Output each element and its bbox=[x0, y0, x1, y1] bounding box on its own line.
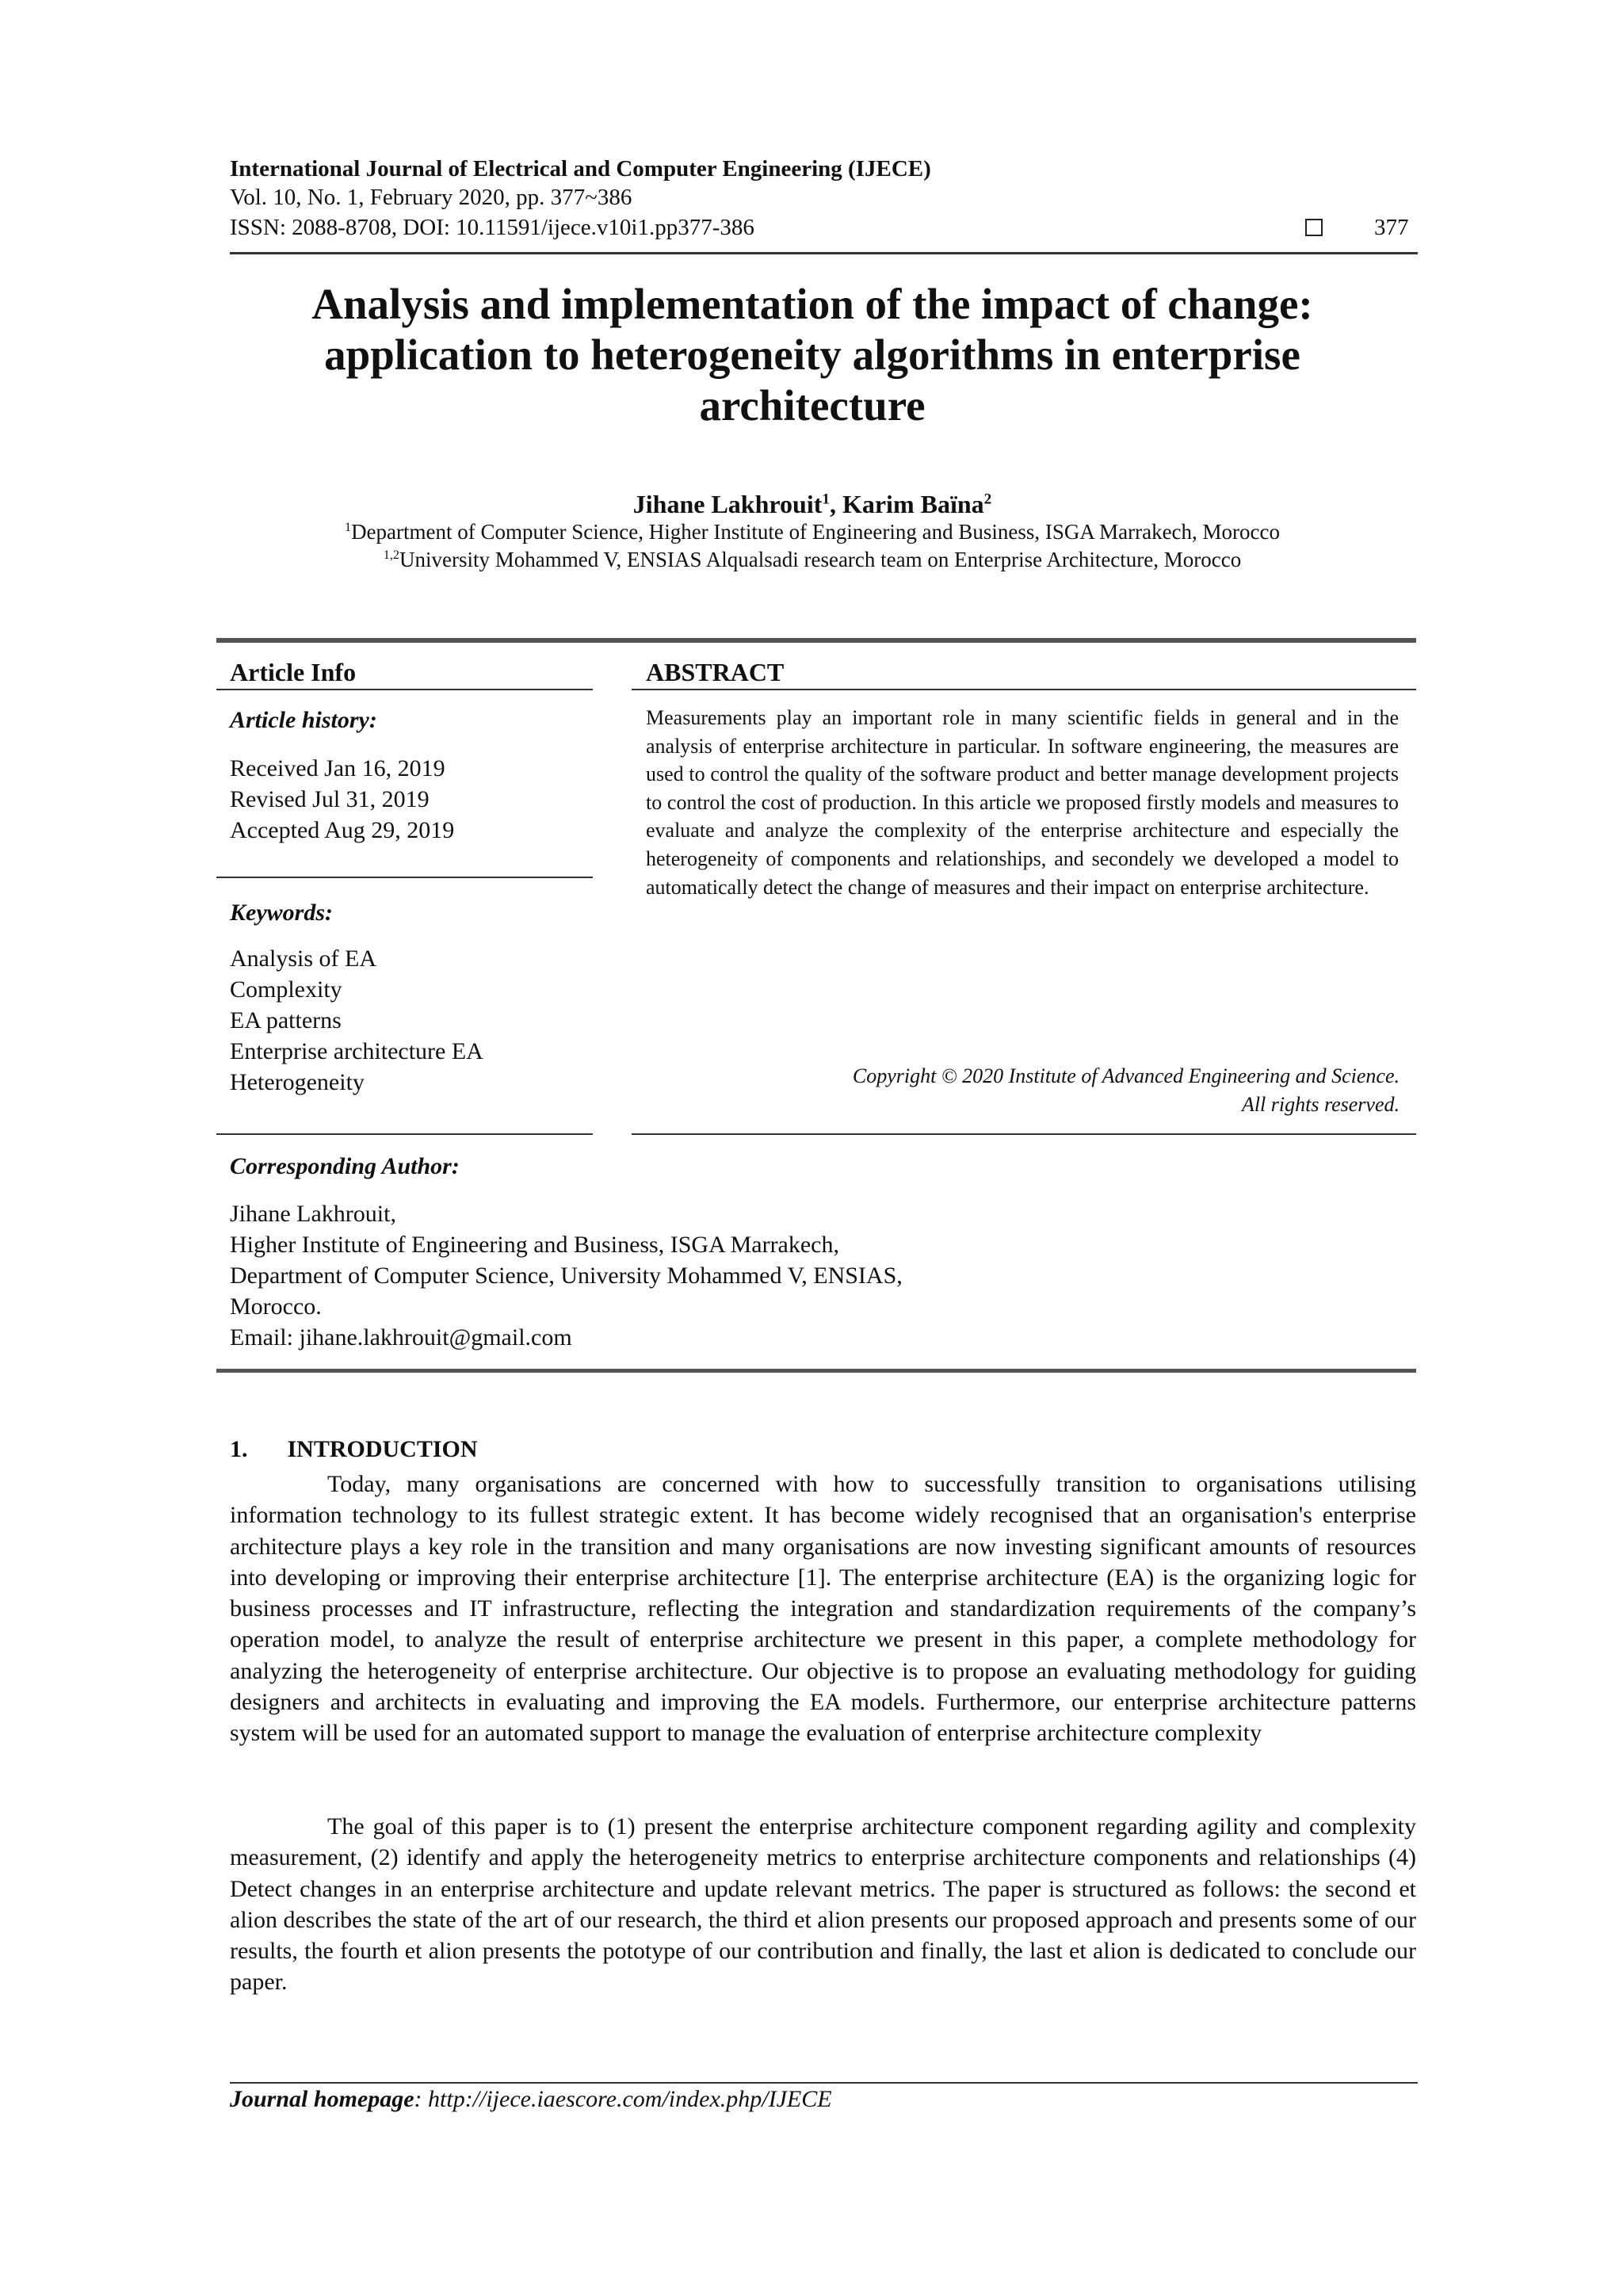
authors bbox=[206, 490, 1419, 519]
affiliation-sup: 1,2 bbox=[383, 548, 399, 562]
title-line: Analysis and implementation of the impact of change: bbox=[311, 280, 1313, 328]
keyword: Complexity bbox=[230, 976, 342, 1003]
page-number: 377 bbox=[1374, 215, 1409, 240]
corresponding-line: Higher Institute of Engineering and Business, ISGA Marrakech, bbox=[230, 1232, 839, 1258]
corresponding-author-block bbox=[230, 1198, 903, 1353]
copyright bbox=[853, 1062, 1400, 1119]
abstract-rule bbox=[632, 689, 1416, 690]
abstract-text: Measurements play an important role in many scientific fields in general and in the analysis of enterprise architecture in particular. In software engineering, the measures are used to control the quality of the software product and better manage development projects to control the cost of production. In this article we proposed firstly models and measures to evaluate and analyze the complexity of the enterprise architecture and especially the heterogeneity of components and relationships, and secondely we developed a model to automatically detect the change of measures and their impact on enterprise architecture. bbox=[646, 706, 1399, 899]
keywords-rule bbox=[216, 877, 593, 878]
affiliation-text: University Mohammed V, ENSIAS Alqualsadi research team on Enterprise Architecture, Morocco bbox=[399, 548, 1242, 571]
section-number: 1. bbox=[230, 1436, 248, 1462]
keyword: Heterogeneity bbox=[230, 1069, 365, 1095]
info-bottom-rule bbox=[216, 1133, 593, 1135]
keyword: Enterprise architecture EA bbox=[230, 1038, 483, 1064]
corresponding-bottom-rule bbox=[216, 1369, 1416, 1373]
copyright-line: All rights reserved. bbox=[1241, 1093, 1400, 1116]
author-name: Jihane Lakhrouit bbox=[632, 490, 823, 518]
header-rule bbox=[230, 252, 1418, 254]
checkbox-square-icon bbox=[1305, 219, 1323, 236]
author-name: Karim Baïna bbox=[842, 490, 984, 518]
article-history-label: Article history: bbox=[230, 707, 377, 733]
keyword: EA patterns bbox=[230, 1007, 342, 1033]
homepage-url[interactable]: : http://ijece.iaescore.com/index.php/IJECE bbox=[414, 2086, 832, 2112]
affiliation-sup: 1 bbox=[344, 520, 352, 534]
corresponding-email[interactable]: Email: jihane.lakhrouit@gmail.com bbox=[230, 1324, 572, 1350]
affiliation bbox=[206, 547, 1419, 572]
intro-paragraph: Today, many organisations are concerned with how to successfully transition to organisations utilising information technology to its fullest strategic extent. It has become widely recognised that an organisation's enterprise architecture plays a key role in the transition and many organisations are now investing significant amounts of resources into developing or improving their enterprise architecture [1]. The enterprise architecture (EA) is the organizing logic for business processes and IT infrastructure, reflecting the integration and standardization requirements of the company’s operation model, to analyze the result of enterprise architecture we present in this paper, a complete methodology for analyzing the heterogeneity of enterprise architecture. Our objective is to propose an evaluating methodology for guiding designers and architects in evaluating and improving the EA models. Furthermore, our enterprise architecture patterns system will be used for an automated support to manage the evaluation of enterprise architecture complexity bbox=[230, 1471, 1416, 1747]
section-title: INTRODUCTION bbox=[287, 1436, 478, 1462]
corresponding-author-label: Corresponding Author: bbox=[230, 1153, 460, 1179]
volume-info: Vol. 10, No. 1, February 2020, pp. 377~386 bbox=[230, 185, 632, 210]
history-entry: Revised Jul 31, 2019 bbox=[230, 786, 430, 812]
author-sup: 2 bbox=[983, 491, 992, 508]
author-sup: 1 bbox=[822, 491, 830, 508]
corresponding-line: Department of Computer Science, University Mohammed V, ENSIAS, bbox=[230, 1263, 903, 1289]
article-history-list bbox=[230, 753, 454, 846]
affiliation bbox=[206, 519, 1419, 544]
copyright-line: Copyright © 2020 Institute of Advanced Engineering and Science. bbox=[852, 1064, 1400, 1087]
homepage-label: Journal homepage bbox=[230, 2086, 414, 2112]
corresponding-line: Morocco. bbox=[230, 1293, 322, 1320]
history-entry: Accepted Aug 29, 2019 bbox=[230, 817, 455, 843]
author-separator: , bbox=[829, 490, 842, 518]
title-line: architecture bbox=[699, 381, 926, 430]
abstract-heading: ABSTRACT bbox=[646, 658, 785, 686]
intro-paragraph: The goal of this paper is to (1) present the enterprise architecture component regarding agility and complexity measurement, (2) identify and apply the heterogeneity metrics to enterprise architecture components and relationships (4) Detect changes in an enterprise architecture and update relevant metrics. The paper is structured as follows: the second et alion describes the state of the art of our research, the third et alion presents our proposed approach and presents some of our results, the fourth et alion presents the pototype of our contribution and finally, the last et alion is dedicated to conclude our paper. bbox=[230, 1813, 1416, 1996]
corresponding-line: Jihane Lakhrouit, bbox=[230, 1201, 396, 1227]
info-box-top-rule bbox=[216, 638, 1416, 643]
abstract-bottom-rule bbox=[632, 1133, 1416, 1135]
introduction-heading bbox=[230, 1436, 478, 1463]
journal-homepage bbox=[230, 2086, 832, 2113]
article-info-rule bbox=[216, 689, 593, 690]
keyword: Analysis of EA bbox=[230, 946, 376, 972]
history-entry: Received Jan 16, 2019 bbox=[230, 755, 445, 781]
journal-name: International Journal of Electrical and Computer Engineering (IJECE) bbox=[230, 156, 931, 181]
keywords-list bbox=[230, 943, 483, 1098]
issn-doi: ISSN: 2088-8708, DOI: 10.11591/ijece.v10i1.pp377-386 bbox=[230, 215, 754, 240]
affiliation-text: Department of Computer Science, Higher Institute of Engineering and Business, ISGA Marrakech, Morocco bbox=[351, 520, 1281, 544]
footer-rule bbox=[230, 2082, 1418, 2084]
title-line: application to heterogeneity algorithms in enterprise bbox=[324, 330, 1300, 379]
article-info-heading: Article Info bbox=[230, 658, 357, 686]
paper-title bbox=[206, 279, 1419, 431]
keywords-label: Keywords: bbox=[230, 900, 333, 926]
